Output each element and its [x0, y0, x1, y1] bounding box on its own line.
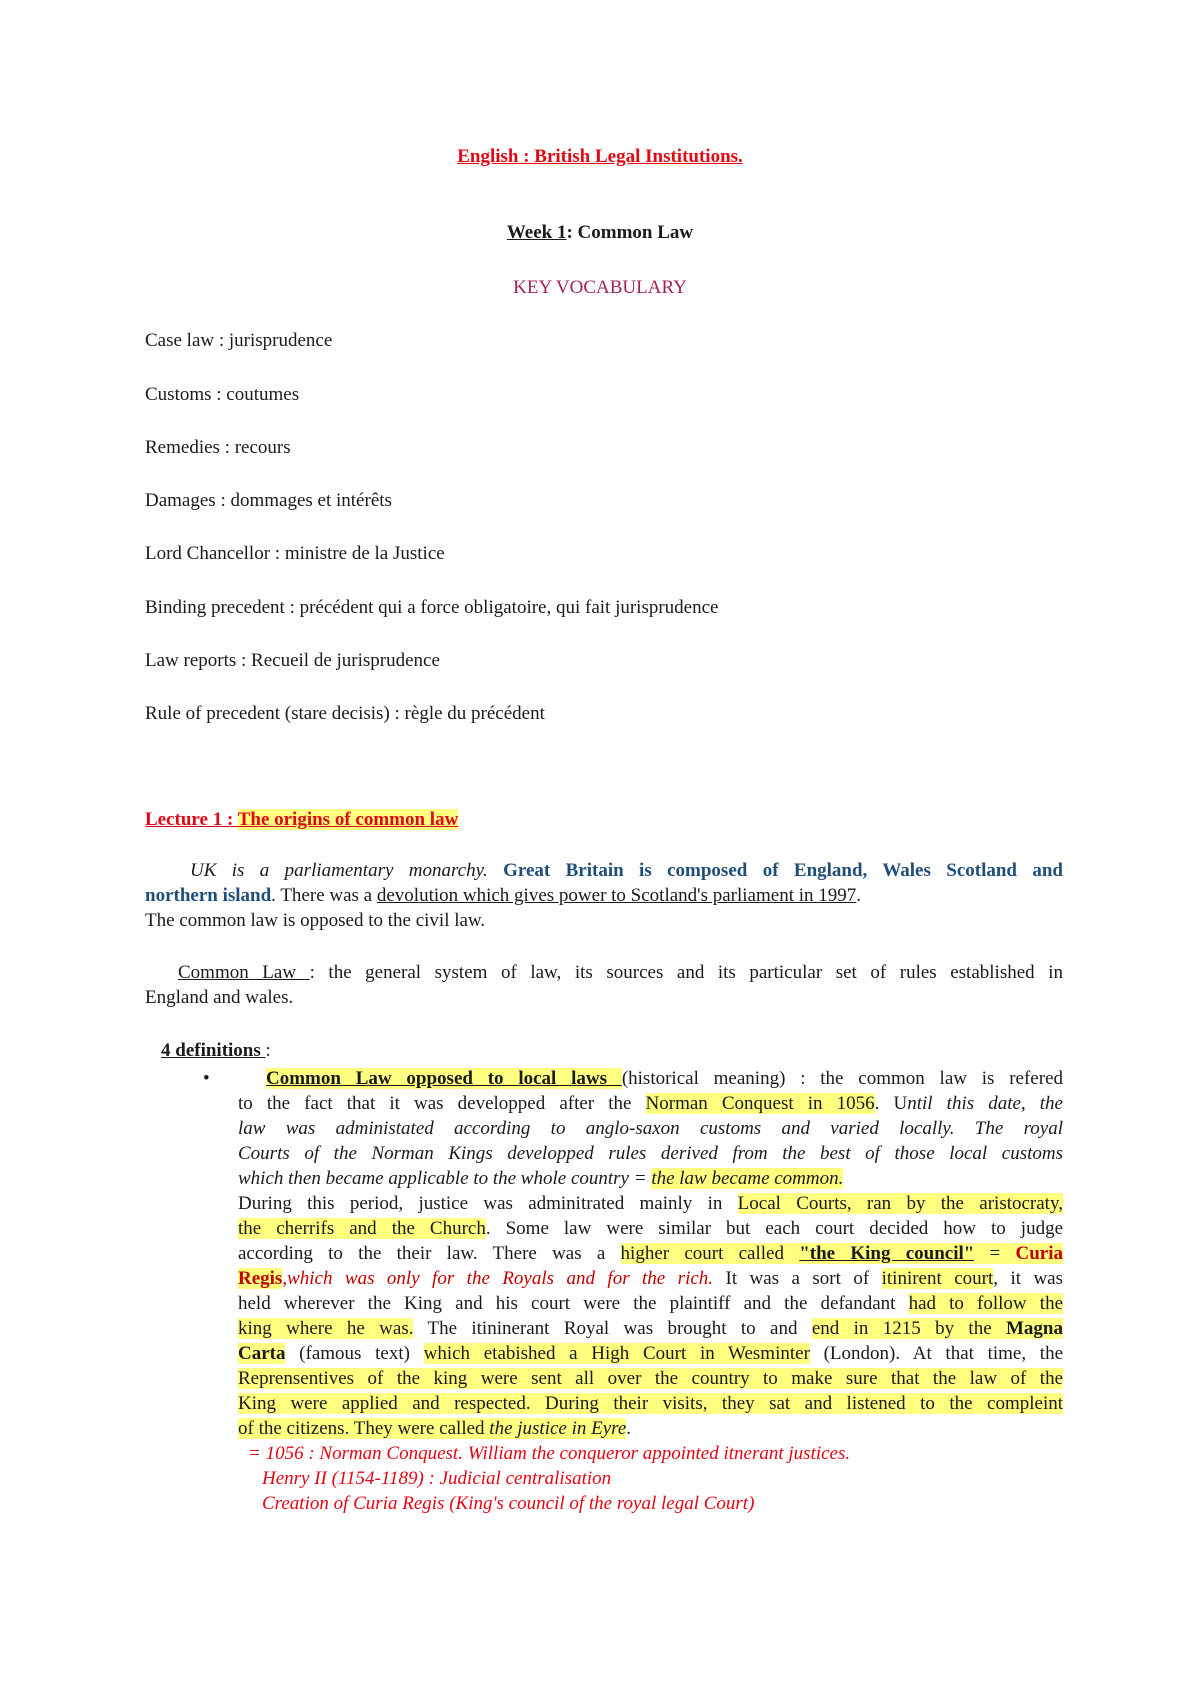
week-topic: : Common Law	[566, 222, 694, 243]
def1-line-11: king where he was. The itininerant Royal was brought to and end in 1215 by the Magna	[238, 1318, 1063, 1339]
vocab-item: Damages : dommages et intérêts	[145, 490, 392, 511]
vocab-item: Case law : jurisprudence	[145, 330, 333, 351]
def1-line-15: of the citizens. They were called the justice in Eyre.	[238, 1418, 632, 1439]
lecture-title: The origins of common law	[237, 809, 459, 830]
def1-line-9: Regis,which was only for the Royals and for the rich. It was a sort of itinirent court, it was	[238, 1268, 1063, 1289]
def1-line-8: according to the their law. There was a higher court called "the King council" = Curia	[238, 1243, 1064, 1264]
definitions-heading: 4 definitions :	[161, 1040, 271, 1061]
common-law-definition-line-2: England and wales.	[145, 987, 294, 1008]
def1-line-7: the cherrifs and the Church. Some law were similar but each court decided how to judge	[238, 1218, 1064, 1239]
vocab-item: Customs : coutumes	[145, 384, 300, 405]
note-line: = 1056 : Norman Conquest. William the conqueror appointed itnerant justices.	[248, 1443, 851, 1464]
document-title: English : British Legal Institutions.	[457, 146, 743, 167]
def1-line-5: which then became applicable to the whole country = the law became common.	[238, 1168, 844, 1189]
bullet-marker: •	[203, 1068, 210, 1089]
vocab-item: Lord Chancellor : ministre de la Justice	[145, 543, 445, 564]
def1-line-10: held wherever the King and his court were the plaintiff and the defandant had to follow the	[238, 1293, 1064, 1314]
vocab-item: Remedies : recours	[145, 437, 291, 458]
note-line: Henry II (1154-1189) : Judicial centralisation	[262, 1468, 612, 1489]
def1-line-13: Reprensentives of the king were sent all over the country to make sure that the law of the	[238, 1368, 1063, 1389]
def1-line-3: law was administated according to anglo-saxon customs and varied locally. The royal	[238, 1118, 1063, 1139]
def1-line-14: King were applied and respected. During their visits, they sat and listened to the compleint	[238, 1393, 1063, 1414]
week-label: Week 1	[506, 222, 567, 243]
note-line: Creation of Curia Regis (King's council of the royal legal Court)	[262, 1493, 755, 1514]
intro-line-2: northern island. There was a devolution which gives power to Scotland's parliament in 1997.	[145, 885, 862, 906]
def1-line-1: Common Law opposed to local laws (historical meaning) : the common law is refered	[266, 1068, 1064, 1089]
vocab-item: Rule of precedent (stare decisis) : règle du précédent	[145, 703, 545, 724]
def1-line-4: Courts of the Norman Kings developped rules derived from the best of those local customs	[238, 1143, 1063, 1164]
def1-line-12: Carta (famous text) which etabished a High Court in Wesminter (London). At that time, the	[238, 1343, 1064, 1364]
def1-line-6: During this period, justice was adminitrated mainly in Local Courts, ran by the aristocraty,	[238, 1193, 1063, 1214]
intro-line-3: The common law is opposed to the civil law.	[145, 910, 486, 931]
common-law-definition-line-1: Common Law : the general system of law, its sources and its particular set of rules established in	[178, 962, 1063, 983]
def1-line-2: to the fact that it was developped after the Norman Conquest in 1056. Until this date, the	[238, 1093, 1063, 1114]
key-vocabulary-heading: KEY VOCABULARY	[513, 277, 687, 298]
lecture-label: Lecture 1 :	[145, 809, 238, 830]
vocab-item: Law reports : Recueil de jurisprudence	[145, 650, 440, 671]
week-heading	[0, 220, 1200, 245]
vocab-item: Binding precedent : précédent qui a force obligatoire, qui fait jurisprudence	[145, 597, 719, 618]
intro-line-1: UK is a parliamentary monarchy. Great Britain is composed of England, Wales Scotland and	[190, 860, 1063, 881]
lecture-heading	[145, 807, 458, 832]
